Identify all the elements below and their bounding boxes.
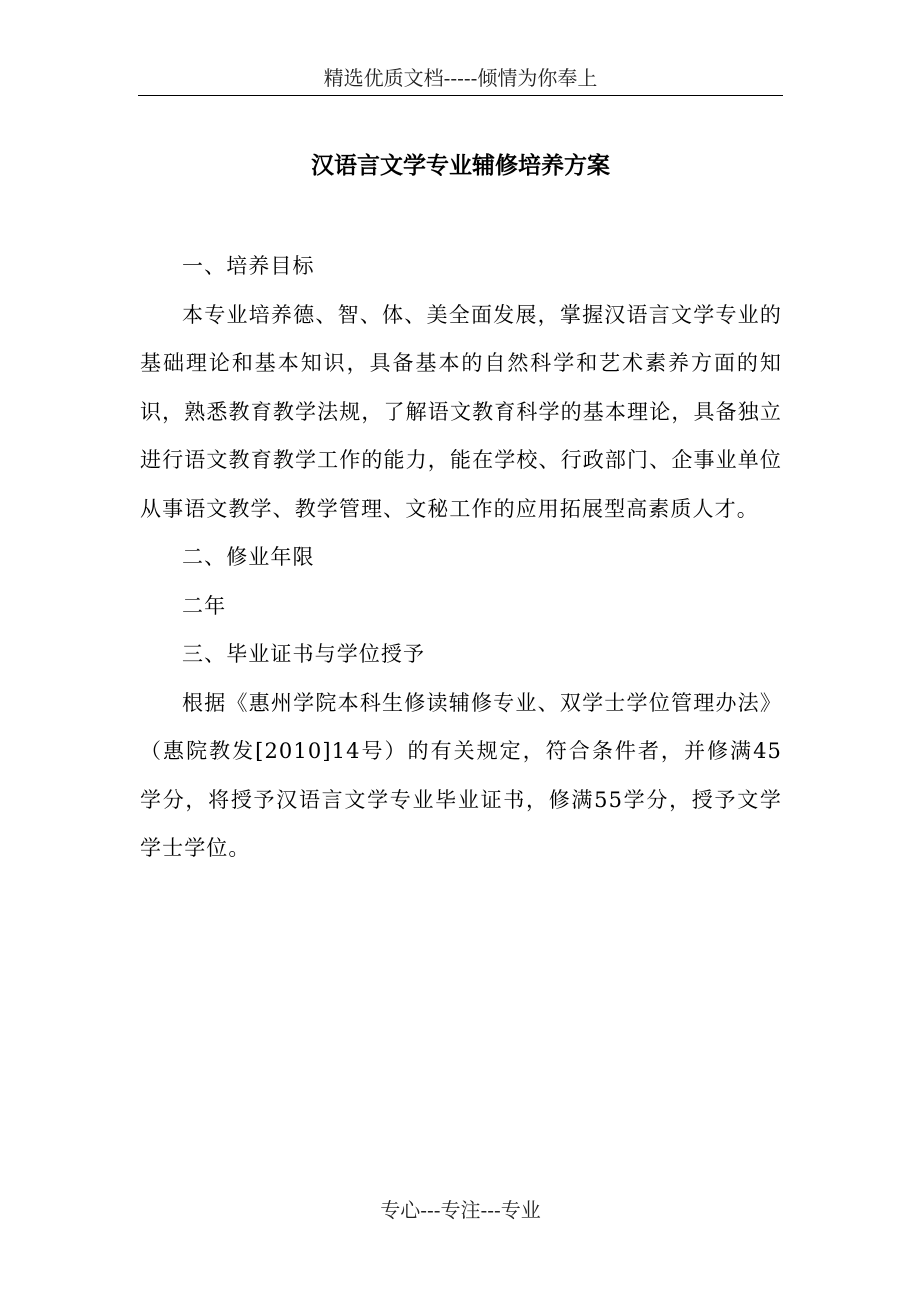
document-title: 汉语言文学专业辅修培养方案 [311, 153, 610, 179]
page-footer: 专心---专注---专业 [380, 1198, 541, 1222]
section-paragraph-training-goal: 本专业培养德、智、体、美全面发展，掌握汉语言文学专业的基础理论和基本知识，具备基本的自然科学和艺术素养方面的知识，熟悉教育教学法规，了解语文教育科学的基本理论，具备独立进行语文教育教学工作的能力，能在学校、行政部门、企事业单位从事语文教学、教学管理、文秘工作的应用拓展型高素质人才。 [140, 302, 782, 521]
section-heading-study-duration: 二、修业年限 [182, 545, 315, 569]
section-paragraph-diploma-degree: 根据《惠州学院本科生修读辅修专业、双学士学位管理办法》（惠院教发[2010]14号）的有关规定，符合条件者，并修满45学分，将授予汉语言文学专业毕业证书，修满55学分，授予文学学士学位。 [140, 690, 782, 860]
section-heading-diploma-degree: 三、毕业证书与学位授予 [182, 642, 426, 666]
page-header: 精选优质文档-----倾情为你奉上 [138, 62, 783, 96]
section-paragraph-study-duration: 二年 [182, 593, 227, 618]
document-body [140, 242, 782, 873]
section-heading-training-goal: 一、培养目标 [182, 254, 315, 278]
